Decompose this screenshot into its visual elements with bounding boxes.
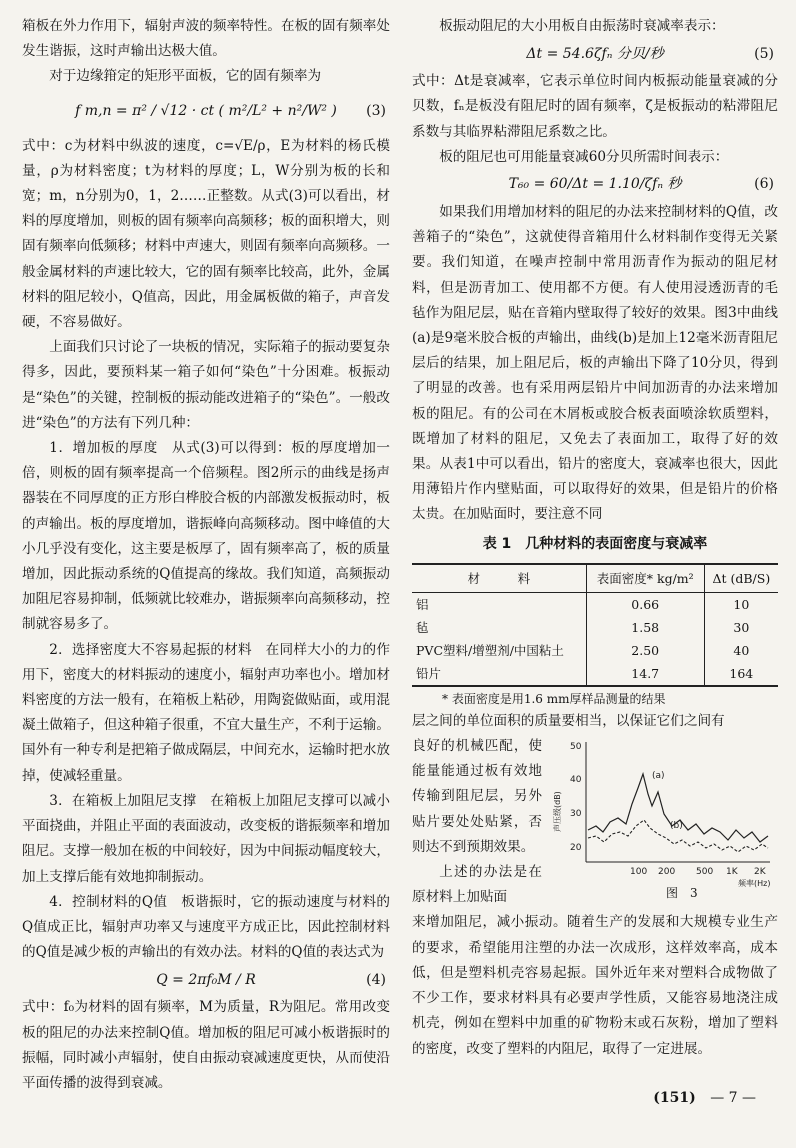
paragraph: 式中：Δt是衰减率，它表示单位时间内板振动能量衰减的分贝数，fₙ是板没有阻尼时的固有频率，ζ是板振动的粘滞阻尼系数与其临界粘滞阻尼系数之比。: [412, 73, 778, 140]
x-tick-label: 1K: [726, 867, 738, 878]
table-cell: 2.50: [586, 639, 704, 662]
equation-4: [22, 965, 390, 995]
equation-6: [412, 170, 778, 200]
page-footer: [653, 1090, 756, 1106]
page-number: — 7 —: [710, 1090, 756, 1106]
paragraph: 3．在箱板上加阻尼支撑 在箱板上加阻尼支撑可以减小平面挠曲，并阻止平面的表面波动，改变板的谐振频率和增加阻尼。支撑一般加在板的中间较好，因为中间振动幅度较大，加上支撑后能有效地抑制振动。: [22, 792, 390, 885]
curve-a-label: (a): [652, 771, 665, 782]
y-tick-label: 50: [570, 742, 582, 753]
equation-text: Q = 2πf₀M / R: [156, 971, 256, 988]
x-axis-label: 频率(Hz): [738, 879, 771, 889]
figure-block: [412, 734, 778, 910]
curve-b-label: (b): [670, 821, 683, 832]
equation-text: f m,n = π² / √12 · ct ( m²/L² + n²/W² ): [75, 103, 337, 119]
equation-number: (3): [366, 103, 386, 119]
table-cell: 30: [704, 616, 778, 639]
table-row: [412, 662, 778, 686]
table-cell: 铝: [416, 596, 429, 612]
equation-3: [22, 90, 390, 134]
table-cell: 0.66: [586, 592, 704, 616]
paragraph: 如果我们用增加材料的阻尼的办法来控制材料的Q值，改善箱子的“染色”，这就使得音箱用什么材料制作变得无关紧要。我们知道，在噪声控制中常用沥青作为振动的阻尼材料，但是沥青加工、使用都不方便。有人使用浸透沥青的毛毡作为阻尼层，贴在音箱内壁取得了较好的效果。图3中曲线(a)是9毫米胶合板的声输出，曲线(b)是加上12毫米沥青阻尼层后的结果，加上阻尼后，板的声输出下降了10分贝，得到了明显的改善。也有采用两层铅片中间加沥青的办法来增加板的阻尼。有的公司在木屑板或胶合板表面喷涂软质塑料，既增加了材料的阻尼，又免去了表面加工，取得了好的效果。从表1中可以看出，铅片的密度大，衰减率也很大，因此用薄铅片作内壁贴面，可以取得好的效果，但是铅片的价格太贵。在加贴面时，要注意不同: [412, 204, 778, 523]
table-cell: PVC塑料/增塑剂/中国粘土: [416, 642, 564, 658]
materials-table: [412, 563, 778, 687]
right-column: [412, 14, 778, 1062]
paragraph: 上述的办法是在原材料上加贴面: [412, 864, 542, 906]
x-tick-label: 500: [696, 867, 714, 878]
x-tick-label: 100: [630, 867, 648, 878]
paragraph: 上面我们只讨论了一块板的情况，实际箱子的振动要复杂得多，因此，要预料某一箱子如何“染色”十分困难。板振动是“染色”的关键，控制板的振动能改进箱子的“染色”。一般改进“染色”的方法有下列几种：: [22, 339, 390, 431]
table-header-density: 表面密度* kg/m²: [586, 564, 704, 593]
paragraph: 箱板在外力作用下，辐射声波的频率特性。在板的固有频率处发生谐振，这时声输出达极大值。: [22, 18, 390, 60]
equation-5: [412, 39, 778, 69]
table-cell: 164: [704, 662, 778, 686]
table-cell: 1.58: [586, 616, 704, 639]
paragraph: 式中：c为材料中纵波的速度，c=√E/ρ，E为材料的杨氏模量，ρ为材料密度；t为材料的厚度；L，W分别为板的长和宽；m，n分别为0，1，2……正整数。从式(3)可以看出，材料的厚度增加，则板的固有频率向高频移；板的面积增大，则固有频率向低频移；材料中声速大，则固有频率向高频移。一般金属材料的声速比较大，它的固有频率比较高，此外，金属材料的阻尼较小，Q值高，因此，用金属板做的箱子，声音发硬，不容易做好。: [22, 137, 390, 331]
x-tick-label: 200: [658, 867, 676, 878]
paragraph: 4．控制材料的Q值 板谐振时，它的振动速度与材料的Q值成正比，辐射声功率又与速度平方成正比，因此控制材料的Q值是减少板的声输出的有效办法。材料的Q值的表达式为: [22, 893, 390, 961]
table-cell: 14.7: [586, 662, 704, 686]
table-header-decay: Δt (dB/S): [704, 564, 778, 593]
table-row: [412, 639, 778, 662]
figure-3: [548, 734, 778, 902]
y-tick-label: 40: [570, 775, 582, 786]
equation-number: (5): [754, 45, 774, 62]
table-row: [412, 616, 778, 639]
equation-text: T₆₀ = 60/Δt = 1.10/ζfₙ 秒: [508, 176, 682, 193]
table-cell: 10: [704, 592, 778, 616]
paragraph: 板振动阻尼的大小用板自由振荡时衰减率表示：: [439, 18, 725, 34]
table-cell: 40: [704, 639, 778, 662]
figure-caption: 图 3: [666, 885, 698, 900]
table-cell: 毡: [416, 619, 429, 635]
paragraph: 1．增加板的厚度 从式(3)可以得到：板的厚度增加一倍，则板的固有频率提高一个倍频程。图2所示的曲线是扬声器装在不同厚度的正方形白桦胶合板的内部激发板振动时，板的声输出。板的厚度增加，谐振峰向高频移动。图中峰值的大小几乎没有变化，这主要是板厚了，固有频率高了，板的质量增加，因此振动系统的Q值提高的缘故。我们知道，高频振动加阻尼容易抑制，低频就比较难办，谐振频率向高频移动，控制就容易多了。: [22, 440, 390, 633]
frequency-response-plot: [548, 734, 778, 894]
paragraph: 层之间的单位面积的质量要相当，以保证它们之间有: [412, 712, 725, 729]
paragraph: 2．选择密度大不容易起振的材料 在同样大小的力的作用下，密度大的材料振动的速度小，辐射声功率也小。增加材料密度的方法一般有，在箱板上粘砂，用陶瓷做贴面，或用混凝土做箱子，但这种箱子很重，不宜大量生产，不利于运输。国外有一种专利是把箱子做成隔层，中间充水，运输时把水放掉，使减轻重量。: [22, 641, 390, 784]
table-title: 表 1 几种材料的表面密度与衰减率: [482, 535, 708, 552]
y-tick-label: 30: [570, 809, 582, 820]
paragraph: 良好的机械匹配，使能量能通过板有效地传输到阻尼层，另外贴片要处处贴紧，否则达不到预期效果。: [412, 738, 542, 855]
y-axis-label: 声压级(dB): [553, 791, 562, 833]
wrapped-text: [412, 734, 542, 910]
paragraph: 板的阻尼也可用能量衰减60分贝所需时间表示：: [439, 148, 729, 165]
y-tick-label: 20: [570, 843, 582, 854]
curve-a: [588, 774, 768, 842]
table-row: [412, 592, 778, 616]
page-code: (151): [653, 1090, 696, 1106]
paragraph: 式中：f₀为材料的固有频率，M为质量，R为阻尼。常用改变板的阻尼的办法来控制Q值。增加板的阻尼可减小板谐振时的振幅，同时减小声辐射，使自由振动衰减速度更快，从而使沿平面传播的波得到衰减。: [22, 999, 390, 1091]
table-header-material: 材 料: [412, 564, 586, 593]
equation-text: Δt = 54.6ζfₙ 分贝/秒: [526, 45, 664, 62]
paragraph: 来增加阻尼，减小振动。随着生产的发展和大规模专业生产的要求，希望能用注塑的办法一次成形，这样效率高，成本低，但是塑料机壳容易起振。国外近年来对塑料合成物做了不少工作，要求材料具有必要声学性质，又能容易地浇注成机壳，例如在塑料中加重的矿物粉末或石灰粉，增加了塑料的密度，改变了塑料的内阻尼，取得了一定进展。: [412, 914, 778, 1057]
equation-number: (6): [754, 176, 774, 193]
equation-number: (4): [366, 971, 386, 988]
table-cell: 铅片: [412, 662, 586, 686]
paragraph: 对于边缘箝定的矩形平面板，它的固有频率为: [49, 68, 322, 85]
table-footnote: * 表面密度是用1.6 mm厚样品测量的结果: [442, 691, 666, 706]
x-tick-label: 2K: [754, 867, 766, 878]
left-column: [22, 14, 390, 1096]
